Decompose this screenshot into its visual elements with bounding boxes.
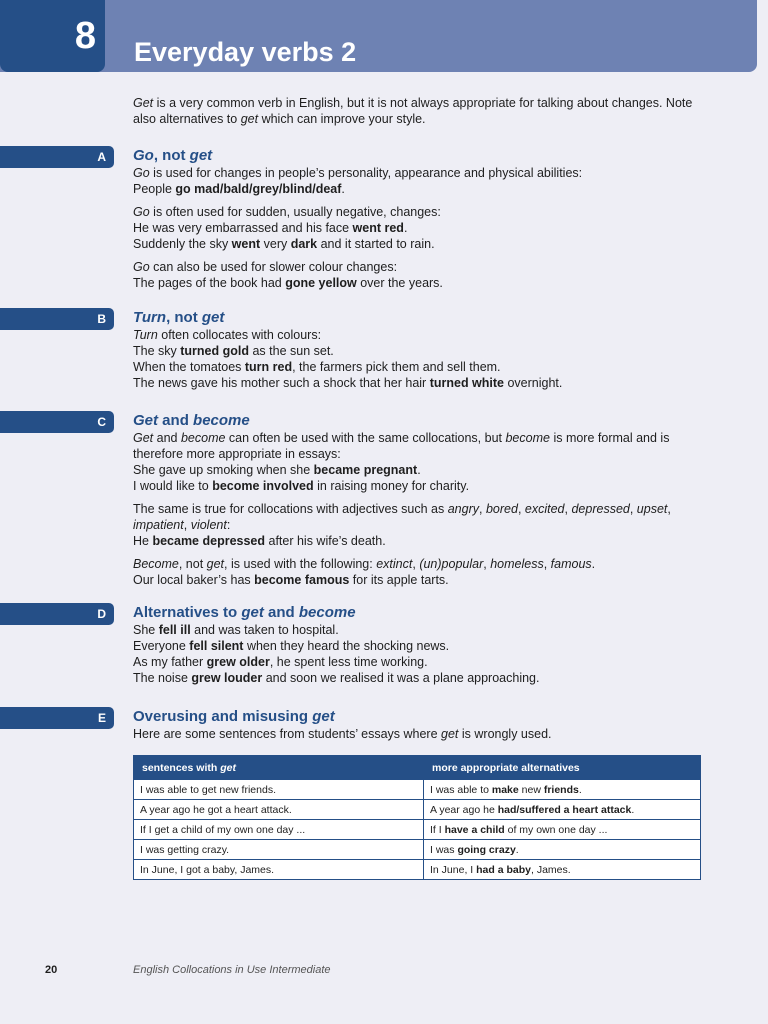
intro-paragraph: Get is a very common verb in English, but it is not always appropriate for talking about changes. Note also alternatives to get which can improve your style. — [133, 96, 693, 126]
table-cell: I was able to make new friends. — [424, 780, 701, 800]
table-row — [134, 780, 701, 800]
unit-header — [0, 0, 757, 72]
section-body-d: She fell ill and was taken to hospital. Everyone fell silent when they heard the shocking news. As my father grew older, he spent less time working. The noise grew louder and soon we realised it was a plane approaching. — [133, 623, 540, 685]
section-tab-c: C — [0, 411, 114, 433]
unit-number: 8 — [74, 15, 96, 57]
section-title-a: Go, not get — [133, 147, 213, 164]
table-cell: I was going crazy. — [424, 840, 701, 860]
section-tab-a: A — [0, 146, 114, 168]
section-body-c — [133, 430, 713, 595]
book-title: English Collocations in Use Intermediate — [133, 964, 331, 976]
section-tab-d: D — [0, 603, 114, 625]
section-title-e: Overusing and misusing get — [133, 708, 335, 725]
section-body-a — [133, 165, 713, 298]
table-cell: If I have a child of my own one day ... — [424, 820, 701, 840]
column-header: sentences with get — [134, 756, 424, 780]
paragraph: Go is used for changes in people’s personality, appearance and physical abilities: People go mad/bald/grey/blind/deaf. — [133, 166, 583, 196]
table-cell: I was getting crazy. — [134, 840, 424, 860]
get-alternatives-table — [133, 755, 701, 880]
unit-title: Everyday verbs 2 — [134, 37, 357, 67]
table-row — [134, 840, 701, 860]
column-header: more appropriate alternatives — [424, 756, 701, 780]
section-tab-e: E — [0, 707, 114, 729]
section-title-c: Get and become — [133, 412, 250, 429]
table-cell: In June, I had a baby, James. — [424, 860, 701, 880]
table-cell: If I get a child of my own one day ... — [134, 820, 424, 840]
section-body-e: Here are some sentences from students’ essays where get is wrongly used. — [133, 727, 552, 741]
table-cell: In June, I got a baby, James. — [134, 860, 424, 880]
section-tab-b: B — [0, 308, 114, 330]
table-row — [134, 820, 701, 840]
section-title-d: Alternatives to get and become — [133, 604, 356, 621]
table-cell: A year ago he had/suffered a heart attack. — [424, 800, 701, 820]
table-cell: A year ago he got a heart attack. — [134, 800, 424, 820]
table-row — [134, 800, 701, 820]
section-title-b: Turn, not get — [133, 309, 225, 326]
table-header-row — [134, 756, 701, 780]
table-cell: I was able to get new friends. — [134, 780, 424, 800]
paragraph: Go is often used for sudden, usually negative, changes: He was very embarrassed and his face went red. Suddenly the sky went very dark and it started to rain. — [133, 205, 441, 251]
paragraph: Get and become can often be used with the same collocations, but become is more formal and is therefore more appropriate in essays: She gave up smoking when she became pregnant. I would like to become involved in raising money for charity. — [133, 431, 670, 493]
paragraph: Go can also be used for slower colour changes: The pages of the book had gone yellow over the years. — [133, 260, 443, 290]
section-body-b: Turn often collocates with colours: The sky turned gold as the sun set. When the tomatoes turn red, the farmers pick them and sell them. The news gave his mother such a shock that her hair turned white overnight. — [133, 328, 563, 390]
paragraph: The same is true for collocations with adjectives such as angry, bored, excited, depressed, upset, impatient, violent: He became depressed after his wife’s death. — [133, 502, 671, 548]
table-row — [134, 860, 701, 880]
page-number: 20 — [45, 964, 58, 976]
paragraph: Become, not get, is used with the following: extinct, (un)popular, homeless, famous. Our local baker’s has become famous for its apple tarts. — [133, 557, 596, 587]
